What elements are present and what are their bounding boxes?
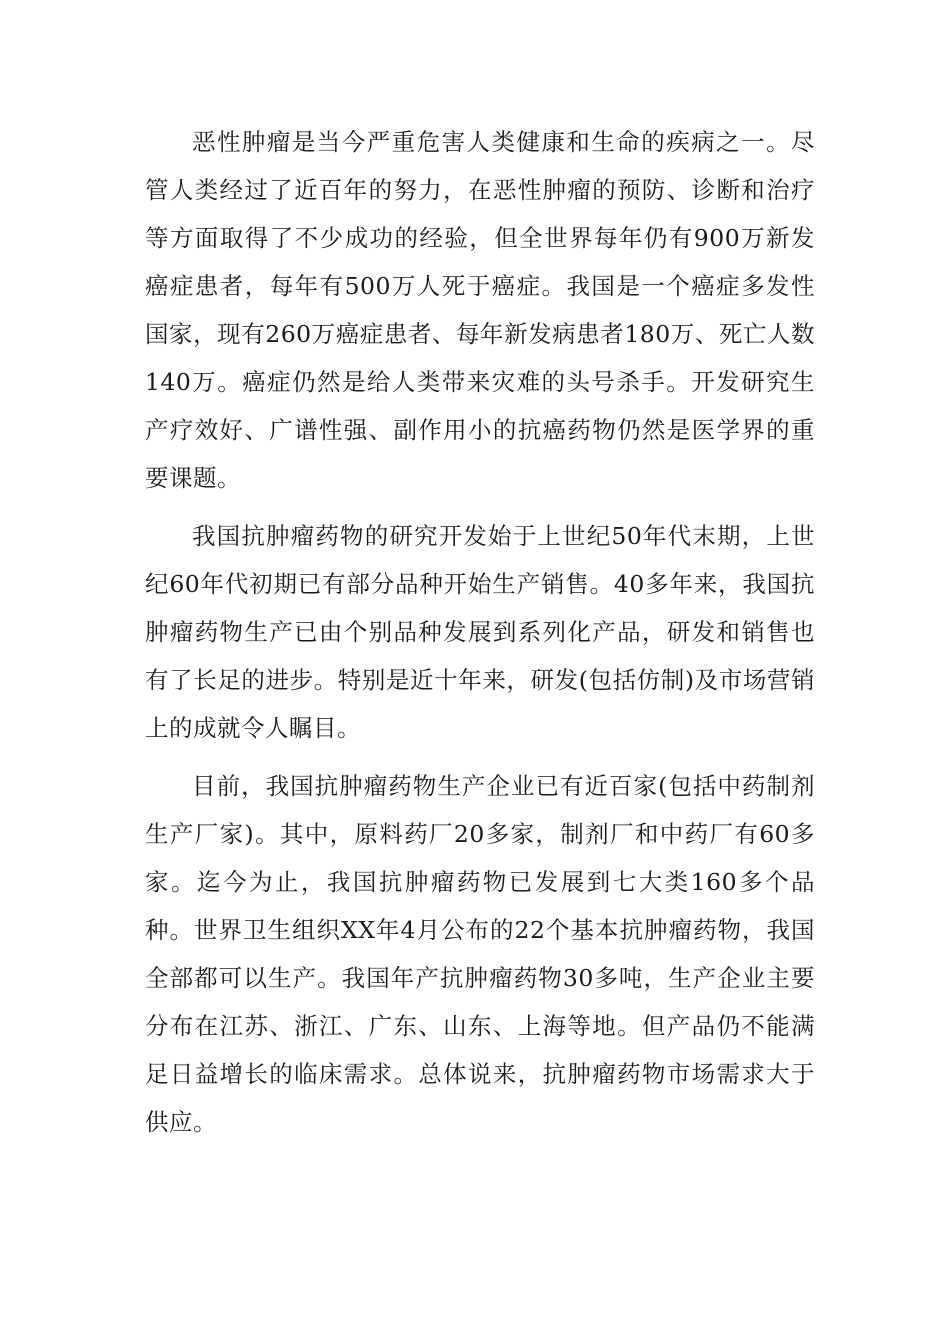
paragraph-cancer-overview: 恶性肿瘤是当今严重危害人类健康和生命的疾病之一。尽管人类经过了近百年的努力，在恶性肿瘤的预防、诊断和治疗等方面取得了不少成功的经验，但全世界每年仍有900万新发癌症患者，每年有500万人死于癌症。我国是一个癌症多发性国家，现有260万癌症患者、每年新发病患者180万、死亡人数140万。癌症仍然是给人类带来灾难的头号杀手。开发研究生产疗效好、广谱性强、副作用小的抗癌药物仍然是医学界的重要课题。 — [145, 128, 815, 492]
paragraph-drug-development-history: 我国抗肿瘤药物的研究开发始于上世纪50年代末期，上世纪60年代初期已有部分品种开始生产销售。40多年来，我国抗肿瘤药物生产已由个别品种发展到系列化产品，研发和销售也有了长足的进步。特别是近十年来，研发(包括仿制)及市场营销上的成就令人瞩目。 — [145, 522, 815, 742]
document-body — [145, 118, 815, 1146]
paragraph-current-industry: 目前，我国抗肿瘤药物生产企业已有近百家(包括中药制剂生产厂家)。其中，原料药厂20多家，制剂厂和中药厂有60多家。迄今为止，我国抗肿瘤药物已发展到七大类160多个品种。世界卫生组织XX年4月公布的22个基本抗肿瘤药物，我国全部都可以生产。我国年产抗肿瘤药物30多吨，生产企业主要分布在江苏、浙江、广东、山东、上海等地。但产品仍不能满足日益增长的临床需求。总体说来，抗肿瘤药物市场需求大于供应。 — [145, 772, 815, 1136]
